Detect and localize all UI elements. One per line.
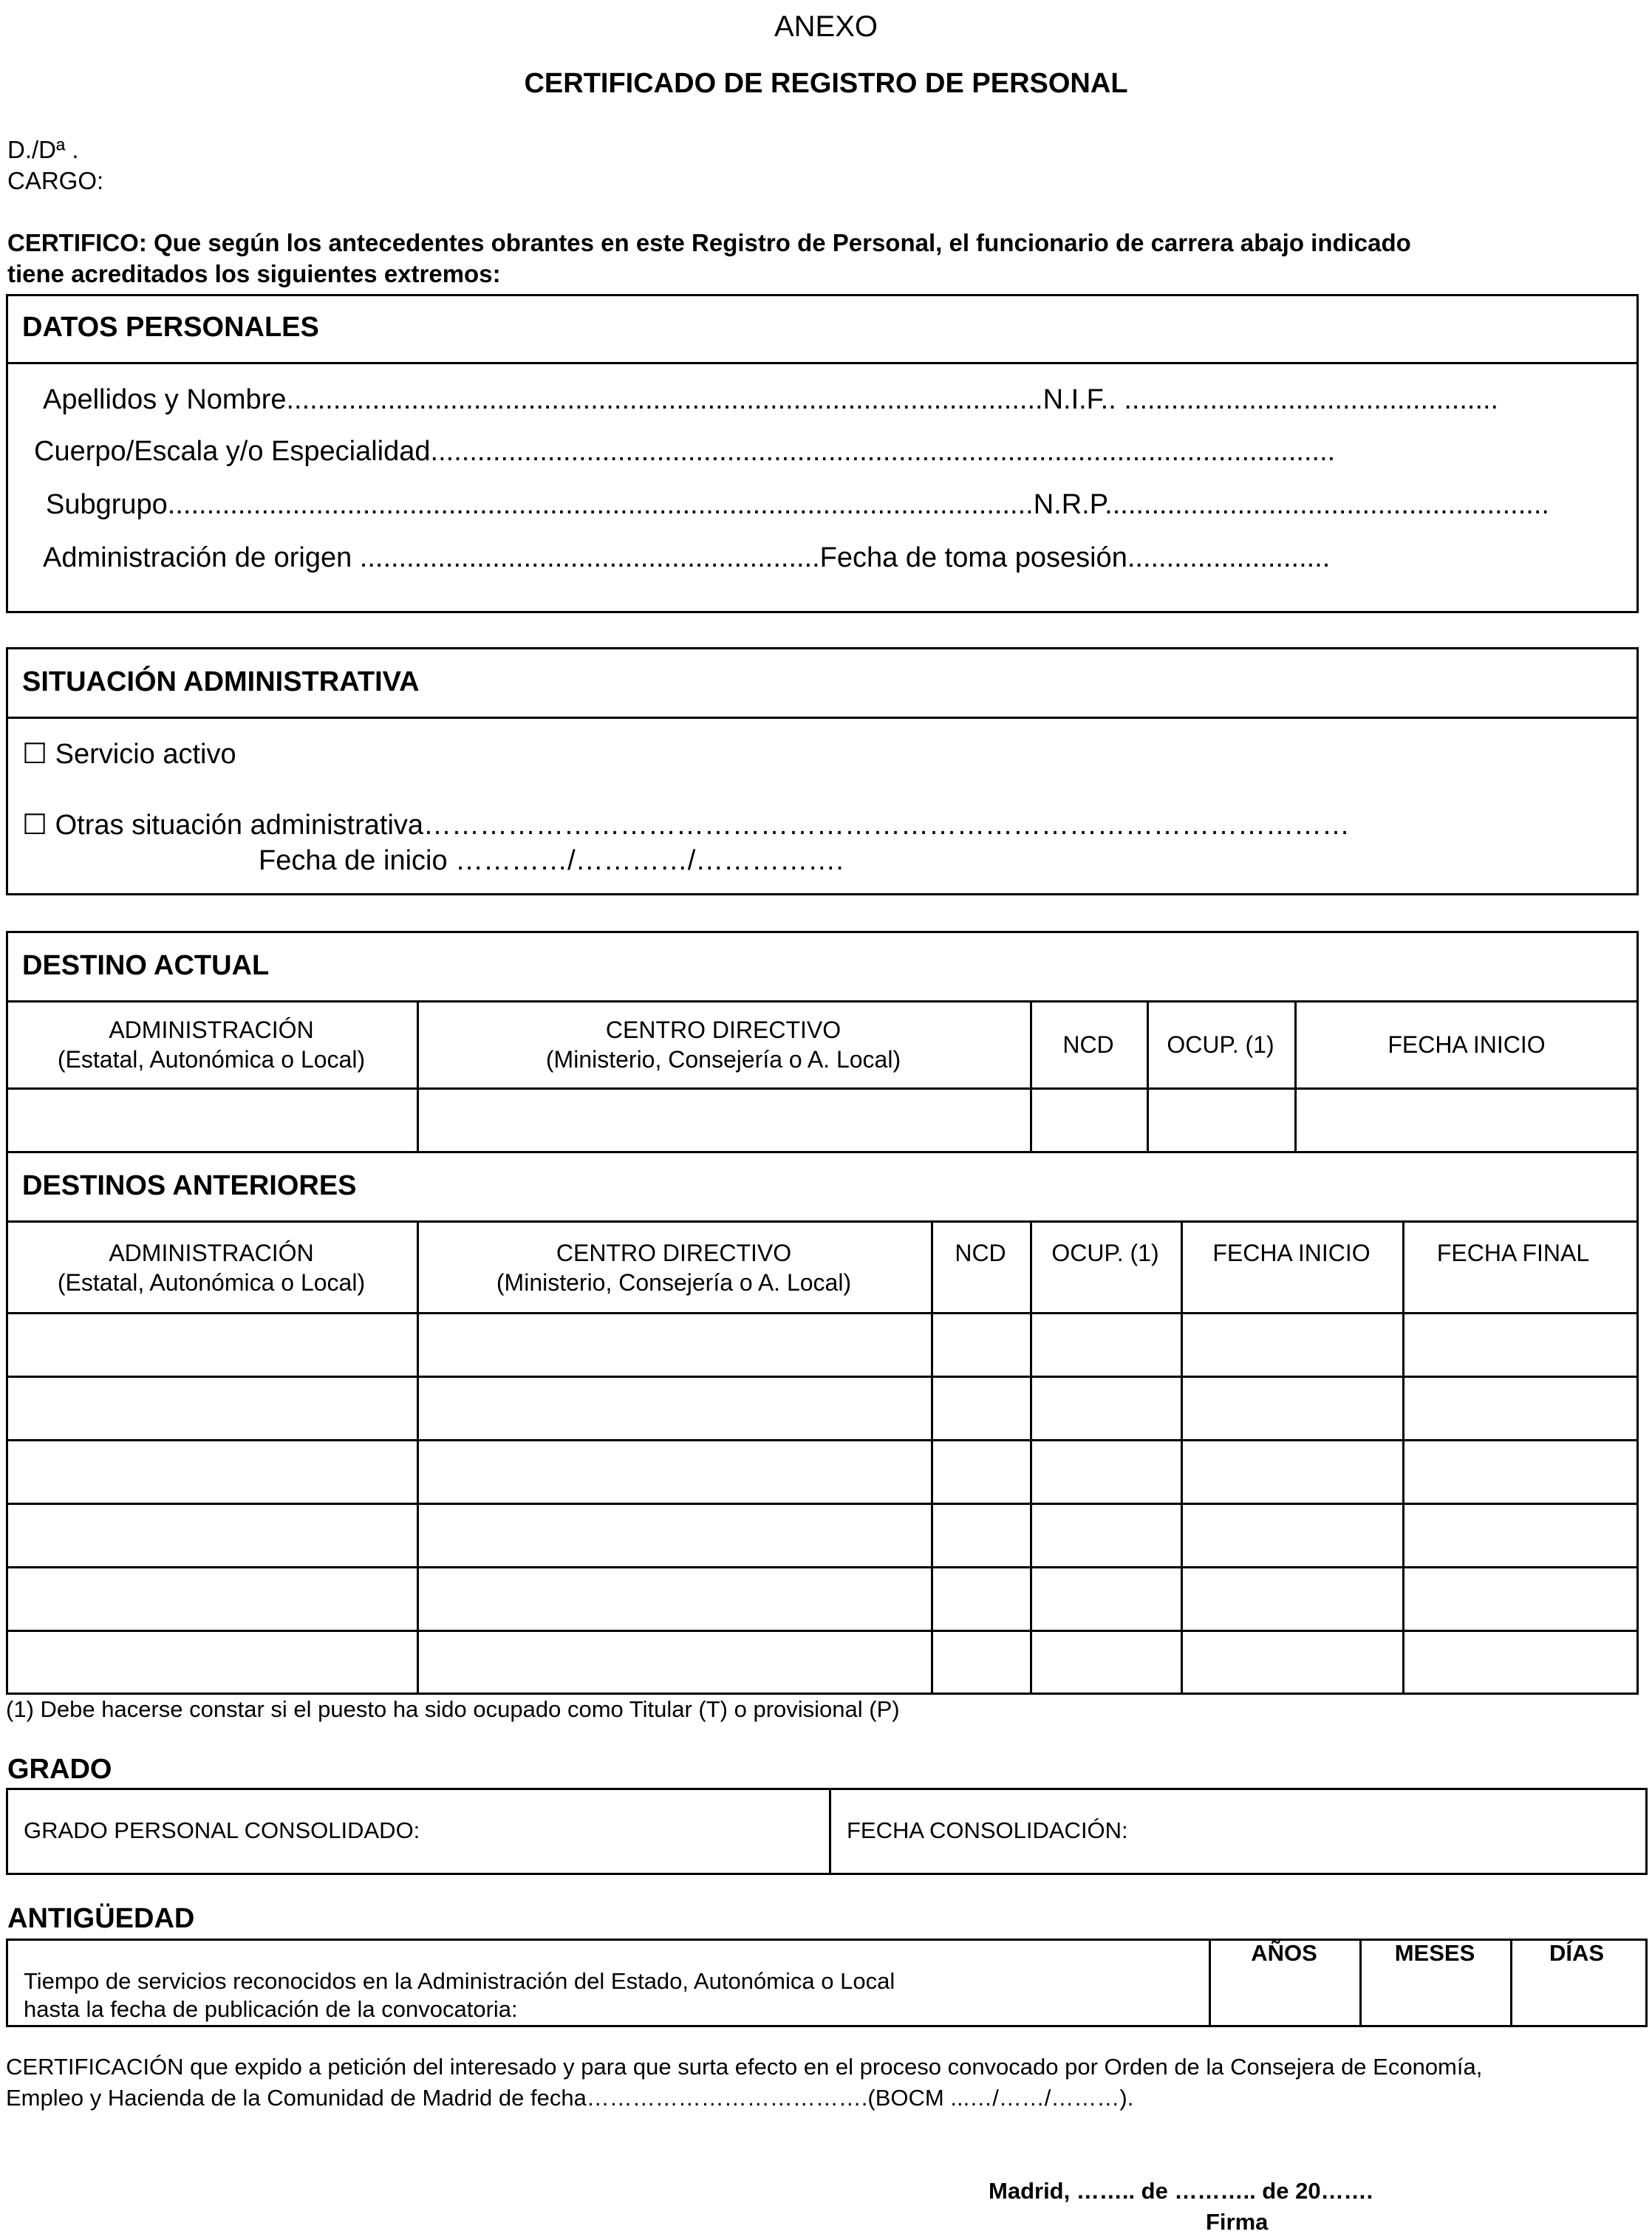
col-divider <box>1402 1220 1404 1695</box>
col-divider <box>1030 1220 1032 1695</box>
divider <box>6 1376 1639 1378</box>
col-header-line: CENTRO DIRECTIVO <box>556 1240 792 1266</box>
col-header-line: (Estatal, Autonómica o Local) <box>57 1269 366 1296</box>
antiguedad-text-1: Tiempo de servicios reconocidos en la Administración del Estado, Autonómica o Local <box>24 1968 895 1994</box>
destino-actual-heading: DESTINO ACTUAL <box>22 950 270 981</box>
col-divider <box>829 1788 831 1875</box>
antiguedad-heading: ANTIGÜEDAD <box>7 1903 195 1934</box>
col-header-ocup: OCUP. (1) <box>1167 1031 1274 1058</box>
col-header-line: (Ministerio, Consejería o A. Local) <box>496 1269 852 1296</box>
col-header-line: (Estatal, Autonómica o Local) <box>57 1046 366 1073</box>
cargo-field: CARGO: <box>7 167 104 194</box>
fecha-inicio-field: Fecha de inicio …………/…………/……………. <box>259 845 844 876</box>
divider <box>6 1000 1639 1003</box>
grado-personal-label: GRADO PERSONAL CONSOLIDADO: <box>24 1817 420 1843</box>
dias-label: DÍAS <box>1549 1940 1605 1966</box>
col-header-fecha-inicio: FECHA INICIO <box>1212 1240 1371 1266</box>
destinos-anteriores-heading: DESTINOS ANTERIORES <box>22 1170 357 1201</box>
situacion-heading: SITUACIÓN ADMINISTRATIVA <box>22 666 420 697</box>
footnote: (1) Debe hacerse constar si el puesto ha sido ocupado como Titular (T) o provisional (P) <box>6 1696 900 1722</box>
col-divider <box>1030 1000 1032 1151</box>
divider <box>6 1151 1639 1153</box>
divider <box>6 1630 1639 1632</box>
datos-personales-heading: DATOS PERSONALES <box>22 312 319 343</box>
col-divider <box>1294 1000 1297 1151</box>
divider <box>6 1439 1639 1441</box>
firma-label: Firma <box>1206 2209 1269 2235</box>
anos-label: AÑOS <box>1251 1940 1317 1966</box>
divider <box>6 1566 1639 1568</box>
col-divider <box>931 1220 933 1695</box>
col-header-ocup: OCUP. (1) <box>1051 1240 1159 1266</box>
servicio-activo-checkbox[interactable]: ☐ Servicio activo <box>22 739 236 770</box>
col-header-administracion <box>6 1238 417 1297</box>
subgrupo-field: Subgrupo...............................................................................................................N.R.P......................................................... <box>46 489 1549 520</box>
col-header-ncd: NCD <box>955 1240 1006 1266</box>
col-divider <box>1181 1220 1183 1695</box>
col-header-line: ADMINISTRACIÓN <box>109 1017 314 1043</box>
anexo-title: ANEXO <box>774 10 878 43</box>
divider <box>6 717 1639 719</box>
grado-heading: GRADO <box>7 1754 112 1785</box>
divider <box>6 1503 1639 1505</box>
col-header-centro <box>417 1238 931 1297</box>
col-header-fecha-final: FECHA FINAL <box>1436 1240 1590 1266</box>
document-title: CERTIFICADO DE REGISTRO DE PERSONAL <box>524 68 1128 99</box>
certifico-line-2: tiene acreditados los siguientes extremos: <box>7 260 501 287</box>
col-header-administracion <box>6 1015 417 1074</box>
col-header-centro <box>417 1015 1030 1074</box>
apellidos-field: Apellidos y Nombre.................................................................................................N.I.F.. ................................................ <box>43 384 1499 415</box>
col-header-ncd: NCD <box>1062 1031 1114 1058</box>
col-header-line: ADMINISTRACIÓN <box>109 1240 314 1266</box>
fecha-consolidacion-label: FECHA CONSOLIDACIÓN: <box>847 1817 1128 1843</box>
dd-field: D./Dª . <box>7 136 79 163</box>
administracion-field: Administración de origen ...........................................................Fecha de toma posesión.......................... <box>43 542 1331 573</box>
meses-label: MESES <box>1394 1940 1475 1966</box>
divider <box>6 362 1639 364</box>
col-header-line: (Ministerio, Consejería o A. Local) <box>545 1046 901 1073</box>
certificacion-line-1: CERTIFICACIÓN que expido a petición del interesado y para que surta efecto en el proceso convocado por Orden de la Consejera de Economía, <box>6 2054 1483 2080</box>
madrid-date-line: Madrid, …….. de ……….. de 20……. <box>989 2178 1373 2204</box>
certifico-line-1: CERTIFICO: Que según los antecedentes obrantes en este Registro de Personal, el funcionario de carrera abajo indicado <box>7 229 1411 256</box>
col-divider <box>1147 1000 1149 1151</box>
antiguedad-text-2: hasta la fecha de publicación de la convocatoria: <box>24 1996 518 2022</box>
divider <box>6 1087 1639 1090</box>
otras-situacion-checkbox[interactable]: ☐ Otras situación administrativa……………………………………………………………………………………… <box>22 810 1351 841</box>
col-header-fecha-inicio: FECHA INICIO <box>1388 1031 1546 1058</box>
divider <box>6 1220 1639 1223</box>
col-header-line: CENTRO DIRECTIVO <box>605 1017 842 1043</box>
certificacion-line-2: Empleo y Hacienda de la Comunidad de Madrid de fecha……………………………….(BOCM ...…/……/………). <box>6 2085 1134 2111</box>
divider <box>6 1312 1639 1314</box>
cuerpo-field: Cuerpo/Escala y/o Especialidad.................................................................................................................... <box>34 436 1336 467</box>
